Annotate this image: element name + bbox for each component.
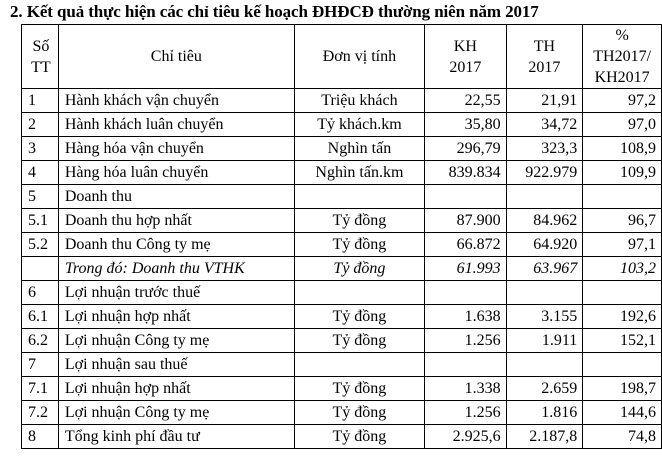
cell-kh-2017: 66.872 [425, 233, 507, 257]
cell-indicator: Trong đó: Doanh thu VTHK [58, 257, 294, 281]
table-row [22, 185, 662, 209]
cell-indicator: Lợi nhuận hợp nhất [58, 377, 294, 401]
cell-stt: 7.2 [22, 401, 59, 425]
cell-unit: Nghìn tấn [294, 137, 424, 161]
cell-pct: 97,0 [583, 113, 662, 137]
table-row [22, 281, 662, 305]
header-stt-line1: Số [32, 37, 50, 55]
cell-kh-2017: 1.338 [425, 377, 507, 401]
header-kh-line2: 2017 [449, 58, 482, 76]
cell-unit: Tỷ đồng [294, 329, 424, 353]
cell-unit [294, 185, 424, 209]
cell-kh-2017: 35,80 [425, 113, 507, 137]
cell-indicator: Doanh thu hợp nhất [58, 209, 294, 233]
table-row [22, 329, 662, 353]
header-name-label: Chỉ tiêu [150, 48, 202, 65]
cell-unit: Tỷ đồng [294, 257, 424, 281]
cell-th-2017: 84.962 [506, 209, 583, 233]
table-row [22, 425, 662, 449]
cell-th-2017: 63.967 [506, 257, 583, 281]
cell-stt: 2 [22, 113, 59, 137]
cell-kh-2017: 87.900 [425, 209, 507, 233]
cell-unit: Tỷ đồng [294, 209, 424, 233]
cell-indicator: Hành khách luân chuyển [58, 113, 294, 137]
plan-results-table [21, 24, 662, 449]
cell-indicator: Doanh thu Công ty mẹ [58, 233, 294, 257]
header-pct-line1: % [615, 27, 629, 44]
cell-unit: Tỷ đồng [294, 425, 424, 449]
cell-stt: 5.2 [22, 233, 59, 257]
table-row [22, 353, 662, 377]
cell-stt: 6 [22, 281, 59, 305]
cell-stt: 5 [22, 185, 59, 209]
cell-pct [583, 281, 662, 305]
table-row [22, 377, 662, 401]
header-unit [294, 25, 424, 89]
cell-indicator: Lợi nhuận Công ty mẹ [58, 329, 294, 353]
cell-unit: Tỷ đồng [294, 305, 424, 329]
cell-stt: 7 [22, 353, 59, 377]
cell-indicator: Hành khách vận chuyển [58, 89, 294, 113]
cell-unit: Nghìn tấn.km [294, 161, 424, 185]
cell-th-2017: 323,3 [506, 137, 583, 161]
cell-kh-2017: 296,79 [425, 137, 507, 161]
header-kh [425, 25, 507, 89]
table-row [22, 113, 662, 137]
table-header-row [22, 25, 662, 89]
cell-pct: 97,2 [583, 89, 662, 113]
header-stt [22, 25, 59, 89]
cell-th-2017: 2.659 [506, 377, 583, 401]
cell-th-2017: 1.816 [506, 401, 583, 425]
cell-stt: 6.1 [22, 305, 59, 329]
cell-th-2017: 3.155 [506, 305, 583, 329]
cell-kh-2017 [425, 185, 507, 209]
cell-th-2017: 21,91 [506, 89, 583, 113]
table-row [22, 161, 662, 185]
cell-th-2017: 64.920 [506, 233, 583, 257]
cell-unit: Tỷ đồng [294, 233, 424, 257]
header-pct-line2: TH2017/ [593, 48, 652, 65]
table-row [22, 401, 662, 425]
cell-th-2017: 922.979 [506, 161, 583, 185]
cell-indicator: Lợi nhuận trước thuế [58, 281, 294, 305]
cell-th-2017: 2.187,8 [506, 425, 583, 449]
cell-pct: 108,9 [583, 137, 662, 161]
cell-th-2017: 34,72 [506, 113, 583, 137]
cell-indicator: Lợi nhuận sau thuế [58, 353, 294, 377]
cell-kh-2017: 22,55 [425, 89, 507, 113]
table-row [22, 89, 662, 113]
cell-unit [294, 353, 424, 377]
header-th-line1: TH [533, 37, 556, 55]
cell-kh-2017: 1.638 [425, 305, 507, 329]
cell-indicator: Tổng kinh phí đầu tư [58, 425, 294, 449]
cell-stt: 8 [22, 425, 59, 449]
header-unit-label: Đơn vị tính [322, 48, 397, 65]
section-heading: 2. Kết quả thực hiện các chỉ tiêu kế hoạch ĐHĐCĐ thường niên năm 2017 [10, 2, 539, 21]
cell-pct: 103,2 [583, 257, 662, 281]
header-kh-line1: KH [453, 37, 477, 55]
cell-pct: 198,7 [583, 377, 662, 401]
cell-unit: Tỷ đồng [294, 401, 424, 425]
cell-unit: Tỷ đồng [294, 377, 424, 401]
cell-th-2017 [506, 353, 583, 377]
header-th [506, 25, 583, 89]
cell-indicator: Hàng hóa luân chuyển [58, 161, 294, 185]
cell-pct: 152,1 [583, 329, 662, 353]
cell-indicator: Lợi nhuận Công ty mẹ [58, 401, 294, 425]
cell-kh-2017 [425, 353, 507, 377]
header-pct [583, 25, 662, 89]
cell-pct: 192,6 [583, 305, 662, 329]
cell-th-2017: 1.911 [506, 329, 583, 353]
cell-kh-2017: 839.834 [425, 161, 507, 185]
table-row [22, 233, 662, 257]
cell-pct [583, 185, 662, 209]
cell-kh-2017: 2.925,6 [425, 425, 507, 449]
cell-pct: 96,7 [583, 209, 662, 233]
cell-stt: 3 [22, 137, 59, 161]
cell-th-2017 [506, 185, 583, 209]
cell-pct: 144,6 [583, 401, 662, 425]
cell-kh-2017: 1.256 [425, 329, 507, 353]
cell-unit [294, 281, 424, 305]
cell-stt: 5.1 [22, 209, 59, 233]
table-row [22, 209, 662, 233]
cell-unit: Tỷ khách.km [294, 113, 424, 137]
cell-kh-2017: 61.993 [425, 257, 507, 281]
cell-kh-2017 [425, 281, 507, 305]
table-row [22, 257, 662, 281]
cell-pct: 97,1 [583, 233, 662, 257]
cell-indicator: Hàng hóa vận chuyển [58, 137, 294, 161]
header-stt-line2: TT [31, 58, 51, 76]
cell-stt: 1 [22, 89, 59, 113]
cell-stt [22, 257, 59, 281]
cell-indicator: Doanh thu [58, 185, 294, 209]
cell-pct [583, 353, 662, 377]
cell-stt: 4 [22, 161, 59, 185]
cell-stt: 6.2 [22, 329, 59, 353]
cell-kh-2017: 1.256 [425, 401, 507, 425]
table-body [22, 89, 662, 449]
cell-stt: 7.1 [22, 377, 59, 401]
cell-th-2017 [506, 281, 583, 305]
cell-pct: 74,8 [583, 425, 662, 449]
table-row [22, 305, 662, 329]
header-name [58, 25, 294, 89]
header-pct-line3: KH2017 [594, 69, 650, 86]
table-row [22, 137, 662, 161]
cell-indicator: Lợi nhuận hợp nhất [58, 305, 294, 329]
cell-pct: 109,9 [583, 161, 662, 185]
cell-unit: Triệu khách [294, 89, 424, 113]
header-th-line2: 2017 [528, 58, 561, 76]
